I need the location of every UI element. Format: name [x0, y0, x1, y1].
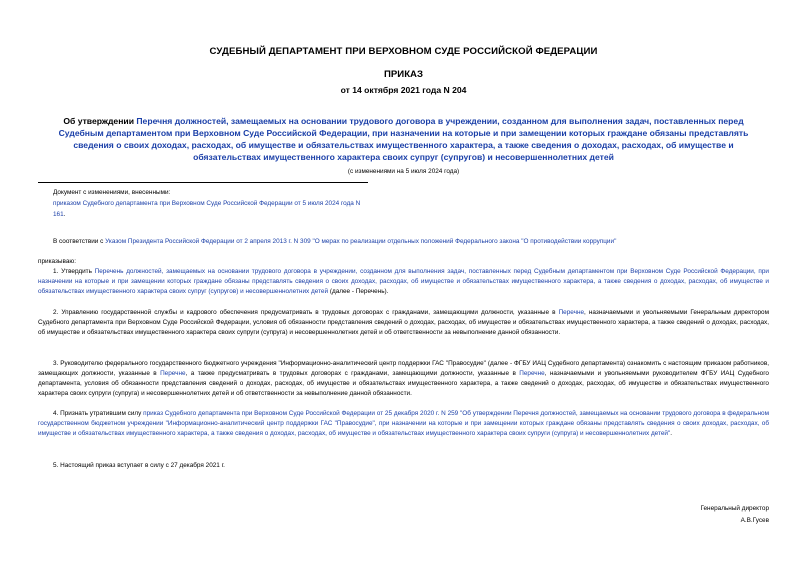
amendments-box	[38, 182, 368, 220]
paragraph-5: 5. Настоящий приказ вступает в силу с 27 декабря 2021 г.	[53, 462, 225, 469]
signatory-name: А.В.Гусев	[740, 517, 769, 524]
paragraph-4	[38, 409, 769, 439]
p1-suffix: (далее - Перечень).	[328, 288, 389, 295]
preamble-prefix: В соответствии с	[53, 238, 106, 245]
p2-list-link[interactable]: Перечне	[558, 309, 585, 316]
document-title	[40, 115, 767, 163]
paragraph-1	[38, 267, 769, 297]
p3-part-b: , а также предусматривать в трудовых договорах с гражданами, замещающими должности, указанные в	[185, 370, 520, 377]
paragraph-2	[38, 308, 769, 338]
title-link[interactable]: Перечня должностей, замещаемых на основании трудового договора в учреждении, созданном для выполнения задач, поставленных перед Судебным департаментом при Верховном Суде Российской Федерации, при назначении на которые и при замещении которых граждане обязаны представлять сведения о своих доходах, расходах, об имуществе и обязательствах имущественного характера, а также сведения о доходах, расходах, об имуществе и обязательствах имущественного характера своих супруг (супругов) и несовершеннолетних детей	[58, 116, 749, 162]
issuing-organization: СУДЕБНЫЙ ДЕПАРТАМЕНТ ПРИ ВЕРХОВНОМ СУДЕ РОССИЙСКОЙ ФЕДЕРАЦИИ	[209, 46, 598, 57]
decree-link[interactable]: Указом Президента Российской Федерации от 2 апреля 2013 г. N 309 "О мерах по реализации отдельных положений Федерального закона "О противодействии коррупции"	[105, 238, 617, 245]
amendment-link[interactable]: приказом Судебного департамента при Верховном Суде Российской Федерации от 5 июля 2024 года N 161	[53, 200, 361, 218]
signatory-position: Генеральный директор	[700, 505, 769, 512]
p3-list-link-1[interactable]: Перечне	[160, 370, 186, 377]
p3-part-a: 3. Руководителю федерального государственного бюджетного учреждения "Информационно-аналитический центр поддержки ГАС "Правосудие" (далее - ФГБУ ИАЦ Судебного департамента) ознакомить с настоящим приказом работников, замещающих должности, указанные в	[38, 360, 769, 377]
p2-suffix: , назначаемыми и увольняемыми Генеральным директором Судебного департамента при Верховном Суде Российской Федерации, условия об обязанности представления сведений о доходах, расходах, об имуществе и обязательствах имущественного характера, а также сведений о доходах, расходах, об имуществе и обязательствах имущественного характера своих супруги (супруга) и несовершеннолетних детей и об ответственности за невыполнение данной обязанности.	[38, 309, 769, 336]
order-word: приказываю:	[38, 258, 76, 265]
p3-list-link-2[interactable]: Перечне	[519, 370, 545, 377]
title-prefix: Об утверждении	[63, 116, 137, 126]
p4-prefix: 4. Признать утратившим силу	[53, 410, 144, 417]
amendment-suffix: .	[63, 211, 66, 218]
p4-repealed-order-link[interactable]: приказ Судебного департамента при Верховном Суде Российской Федерации от 25 декабря 2020 г. N 259 "Об утверждении Перечня должностей, замещаемых на основании трудового договора в федеральном государственном бюджетном учреждении "Информационно-аналитический центр поддержки ГАС "Правосудие", при назначении на которые и при замещении которых граждане обязаны представлять сведения о своих доходах, расходах, об имуществе и обязательствах имущественного характера, а также сведения о доходах, расходах, об имуществе и обязательствах имущественного характера своих супруги (супруга) и несовершеннолетних детей"	[38, 410, 769, 437]
p1-prefix: 1. Утвердить	[53, 268, 95, 275]
signature-block	[700, 503, 769, 527]
document-date-number: от 14 октября 2021 года N 204	[340, 85, 467, 95]
p3-part-c: , назначаемыми и увольняемыми руководителем ФГБУ ИАЦ Судебного департамента, условия об обязанности представления сведений о доходах, расходах, об имуществе и обязательствах имущественного характера, а также сведений о доходах, расходах, об имуществе и обязательствах имущественного характера своих супруги (супруга) и несовершеннолетних детей и об ответственности за невыполнение данной обязанности.	[38, 370, 769, 397]
p4-suffix: .	[670, 430, 673, 437]
p1-list-link[interactable]: Перечень должностей, замещаемых на основании трудового договора в учреждении, созданном для выполнения задач, поставленных перед Судебным департаментом при Верховном Суде Российской Федерации, при назначении на которые и при замещении которых граждане обязаны представлять сведения о своих доходах, расходах, об имуществе и обязательствах имущественного характера, а также сведения о доходах, расходах, об имуществе и обязательствах имущественного характера своих супруг (супругов) и несовершеннолетних детей	[38, 268, 769, 295]
preamble	[38, 237, 769, 247]
document-type: ПРИКАЗ	[384, 69, 423, 80]
amendments-entry	[38, 198, 368, 220]
paragraph-3	[38, 359, 769, 399]
amendments-label: Документ с изменениями, внесенными:	[53, 189, 171, 196]
changes-note: (с изменениями на 5 июля 2024 года)	[347, 168, 460, 175]
p2-prefix: 2. Управлению государственной службы и кадрового обеспечения предусматривать в трудовых договорах с гражданами, замещающими должности, указанные в	[53, 309, 559, 316]
